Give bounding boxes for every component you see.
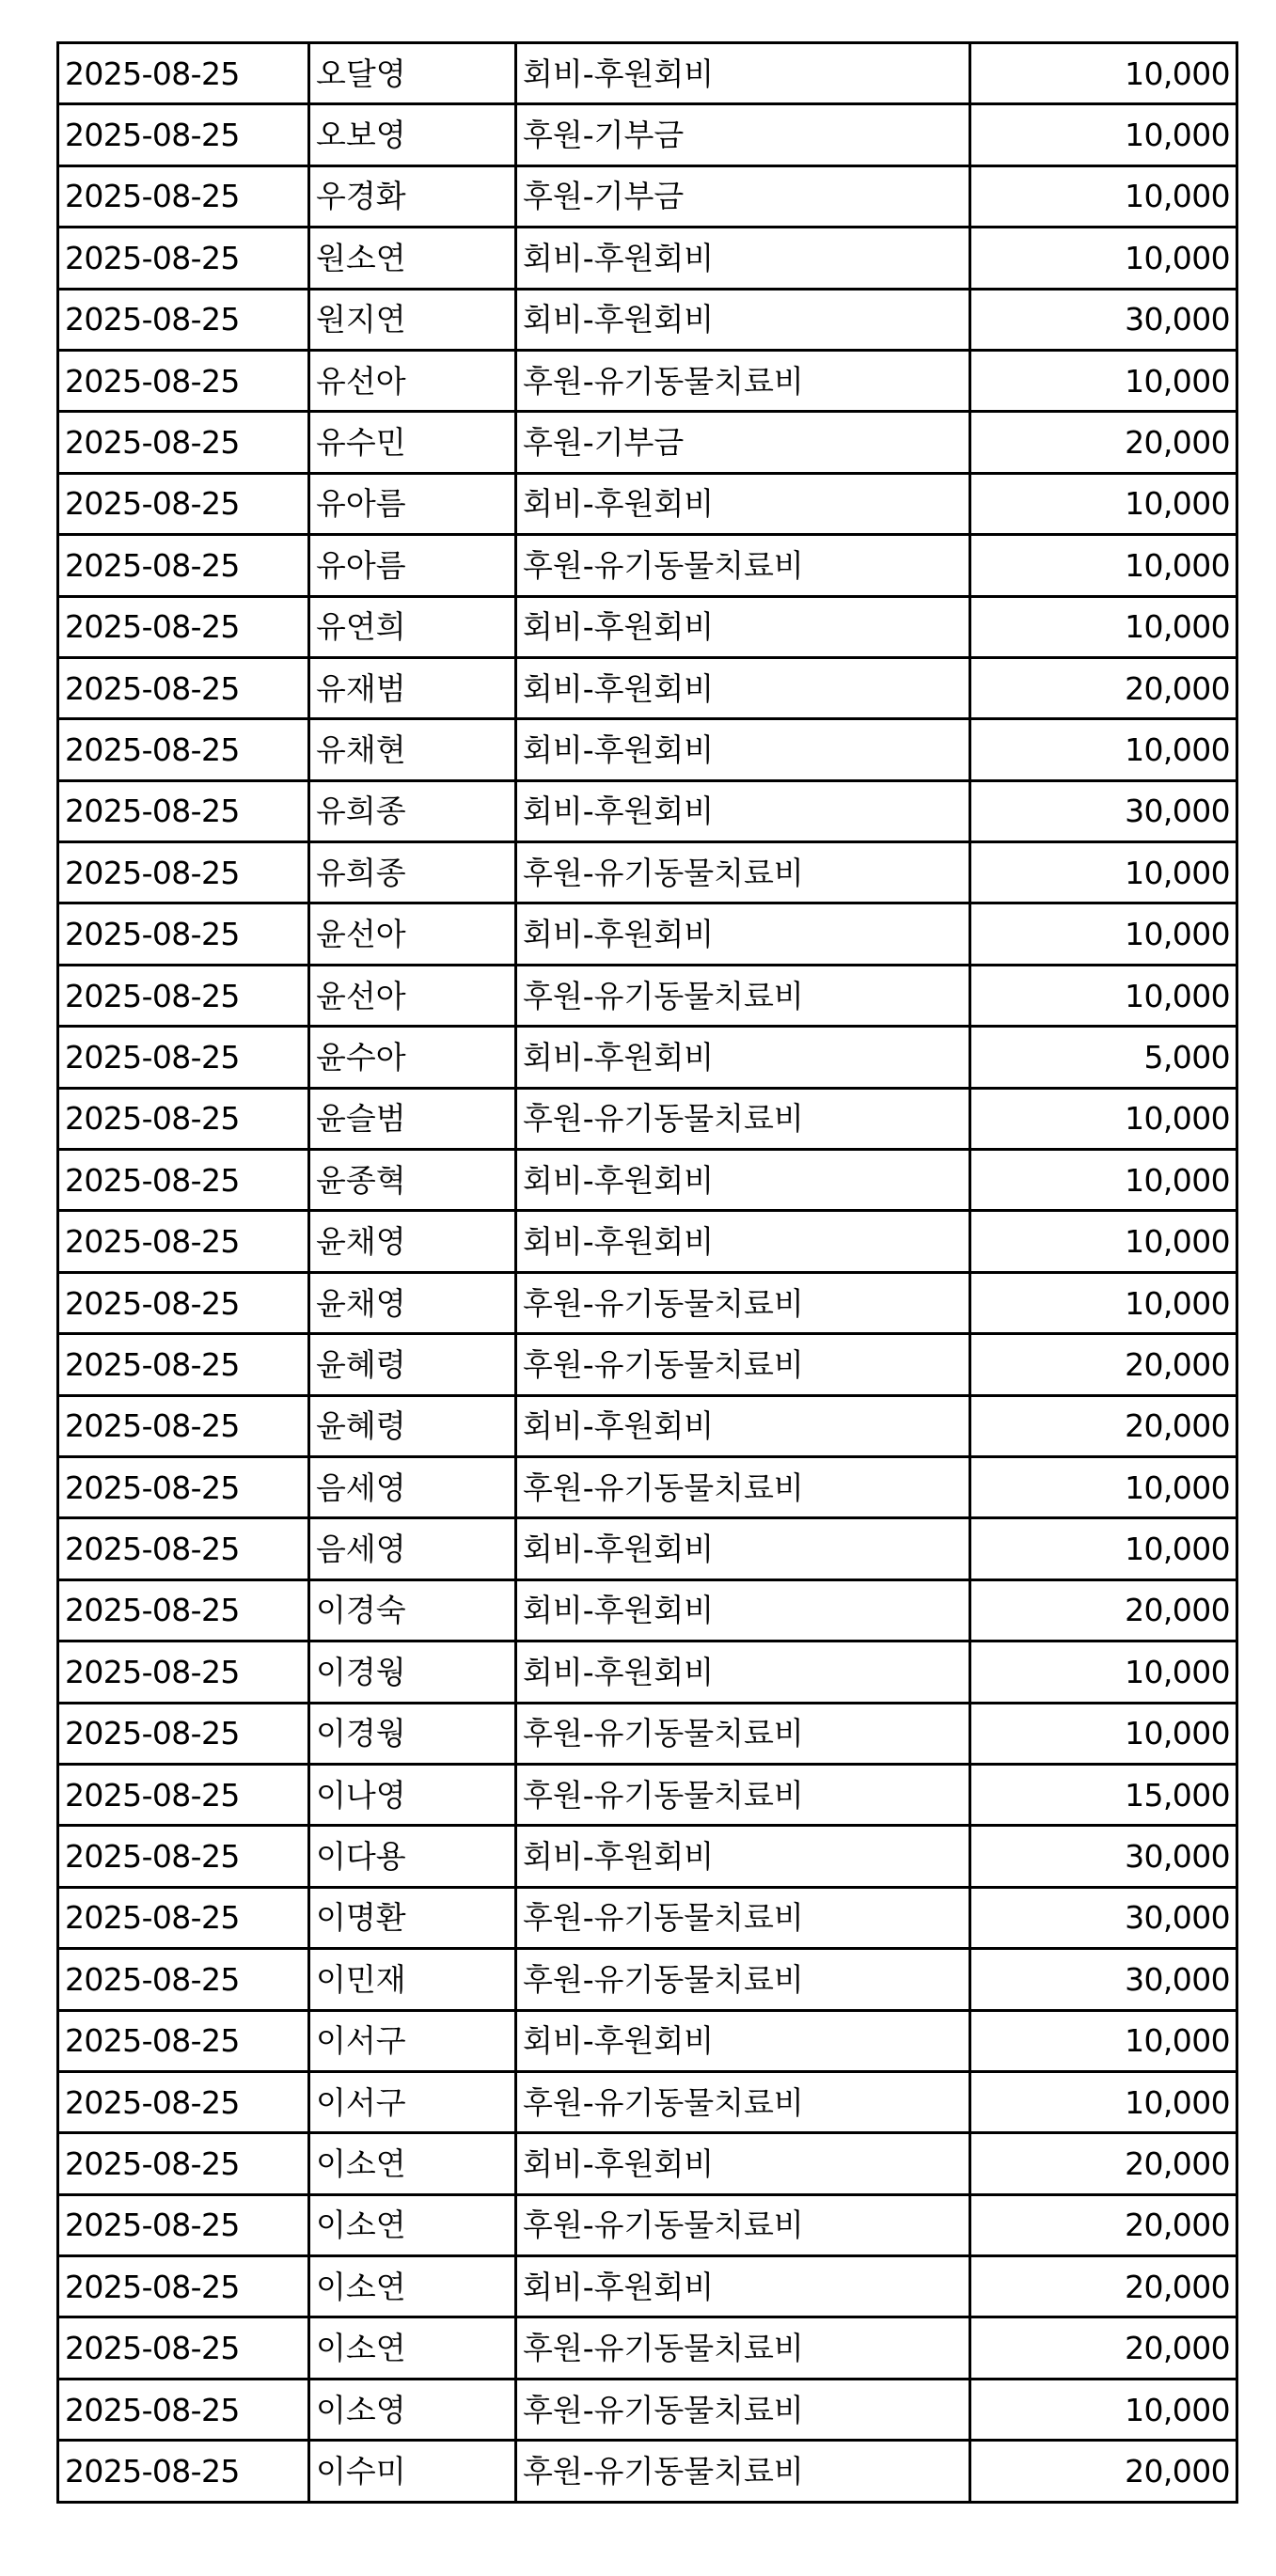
date-cell: 2025-08-25 (58, 289, 309, 350)
category-cell: 회비-후원회비 (516, 596, 970, 657)
amount-cell: 10,000 (970, 842, 1237, 903)
date-cell: 2025-08-25 (58, 596, 309, 657)
category-cell: 후원-유기동물치료비 (516, 842, 970, 903)
amount-cell: 30,000 (970, 1826, 1237, 1887)
name-cell: 윤혜령 (309, 1334, 516, 1395)
table-row (58, 2071, 1237, 2132)
amount-cell: 10,000 (970, 719, 1237, 780)
name-cell: 이소연 (309, 2194, 516, 2255)
name-cell: 이소영 (309, 2379, 516, 2440)
amount-cell: 10,000 (970, 965, 1237, 1026)
amount-cell: 10,000 (970, 535, 1237, 596)
category-cell: 회비-후원회비 (516, 657, 970, 718)
amount-cell: 10,000 (970, 350, 1237, 411)
table-row (58, 1334, 1237, 1395)
date-cell: 2025-08-25 (58, 228, 309, 289)
category-cell: 후원-유기동물치료비 (516, 1949, 970, 2010)
category-cell: 후원-유기동물치료비 (516, 1334, 970, 1395)
amount-cell: 10,000 (970, 903, 1237, 965)
date-cell: 2025-08-25 (58, 2133, 309, 2194)
amount-cell: 30,000 (970, 1887, 1237, 1948)
table-row (58, 1211, 1237, 1272)
category-cell: 회비-후원회비 (516, 2256, 970, 2317)
table-row (58, 1764, 1237, 1825)
category-cell: 회비-후원회비 (516, 43, 970, 104)
name-cell: 유아름 (309, 473, 516, 534)
table-row (58, 2317, 1237, 2379)
name-cell: 이서구 (309, 2071, 516, 2132)
date-cell: 2025-08-25 (58, 903, 309, 965)
amount-cell: 10,000 (970, 2010, 1237, 2071)
name-cell: 이소연 (309, 2133, 516, 2194)
table-row (58, 1027, 1237, 1088)
name-cell: 윤채영 (309, 1272, 516, 1333)
name-cell: 이경웡 (309, 1703, 516, 1764)
amount-cell: 20,000 (970, 412, 1237, 473)
table-row (58, 1150, 1237, 1211)
category-cell: 회비-후원회비 (516, 289, 970, 350)
amount-cell: 10,000 (970, 1150, 1237, 1211)
category-cell: 후원-유기동물치료비 (516, 1088, 970, 1149)
date-cell: 2025-08-25 (58, 719, 309, 780)
table-row (58, 1456, 1237, 1517)
date-cell: 2025-08-25 (58, 842, 309, 903)
name-cell: 유선아 (309, 350, 516, 411)
table-row (58, 780, 1237, 841)
name-cell: 유희종 (309, 780, 516, 841)
name-cell: 유채현 (309, 719, 516, 780)
table-row (58, 596, 1237, 657)
table-row (58, 1518, 1237, 1579)
donation-ledger-table (56, 41, 1238, 2504)
table-row (58, 2441, 1237, 2502)
amount-cell: 20,000 (970, 2194, 1237, 2255)
date-cell: 2025-08-25 (58, 473, 309, 534)
name-cell: 이나영 (309, 1764, 516, 1825)
amount-cell: 20,000 (970, 2441, 1237, 2502)
name-cell: 윤혜령 (309, 1395, 516, 1456)
amount-cell: 30,000 (970, 780, 1237, 841)
date-cell: 2025-08-25 (58, 1456, 309, 1517)
category-cell: 회비-후원회비 (516, 1518, 970, 1579)
name-cell: 음세영 (309, 1456, 516, 1517)
table-row (58, 1641, 1237, 1703)
table-row (58, 2194, 1237, 2255)
amount-cell: 20,000 (970, 1334, 1237, 1395)
name-cell: 오달영 (309, 43, 516, 104)
date-cell: 2025-08-25 (58, 2379, 309, 2440)
amount-cell: 10,000 (970, 1088, 1237, 1149)
table-row (58, 1949, 1237, 2010)
date-cell: 2025-08-25 (58, 535, 309, 596)
amount-cell: 20,000 (970, 2317, 1237, 2379)
date-cell: 2025-08-25 (58, 1949, 309, 2010)
date-cell: 2025-08-25 (58, 1764, 309, 1825)
date-cell: 2025-08-25 (58, 1088, 309, 1149)
date-cell: 2025-08-25 (58, 2194, 309, 2255)
category-cell: 후원-유기동물치료비 (516, 1456, 970, 1517)
name-cell: 우경화 (309, 165, 516, 227)
table-row (58, 1395, 1237, 1456)
category-cell: 회비-후원회비 (516, 228, 970, 289)
amount-cell: 20,000 (970, 1579, 1237, 1641)
date-cell: 2025-08-25 (58, 2317, 309, 2379)
date-cell: 2025-08-25 (58, 2010, 309, 2071)
category-cell: 후원-유기동물치료비 (516, 1703, 970, 1764)
category-cell: 회비-후원회비 (516, 903, 970, 965)
name-cell: 이명환 (309, 1887, 516, 1948)
category-cell: 후원-유기동물치료비 (516, 965, 970, 1026)
category-cell: 회비-후원회비 (516, 1641, 970, 1703)
table-row (58, 104, 1237, 165)
amount-cell: 20,000 (970, 1395, 1237, 1456)
date-cell: 2025-08-25 (58, 1027, 309, 1088)
date-cell: 2025-08-25 (58, 1887, 309, 1948)
name-cell: 이소연 (309, 2317, 516, 2379)
date-cell: 2025-08-25 (58, 1579, 309, 1641)
name-cell: 유희종 (309, 842, 516, 903)
name-cell: 원지연 (309, 289, 516, 350)
date-cell: 2025-08-25 (58, 965, 309, 1026)
name-cell: 유수민 (309, 412, 516, 473)
category-cell: 회비-후원회비 (516, 1150, 970, 1211)
amount-cell: 10,000 (970, 43, 1237, 104)
amount-cell: 10,000 (970, 1703, 1237, 1764)
date-cell: 2025-08-25 (58, 2441, 309, 2502)
category-cell: 회비-후원회비 (516, 1027, 970, 1088)
date-cell: 2025-08-25 (58, 1334, 309, 1395)
table-row (58, 657, 1237, 718)
category-cell: 후원-유기동물치료비 (516, 2441, 970, 2502)
table-row (58, 473, 1237, 534)
category-cell: 회비-후원회비 (516, 719, 970, 780)
table-row (58, 43, 1237, 104)
table-row (58, 965, 1237, 1026)
table-row (58, 1826, 1237, 1887)
table-row (58, 2133, 1237, 2194)
name-cell: 윤선아 (309, 965, 516, 1026)
date-cell: 2025-08-25 (58, 165, 309, 227)
amount-cell: 10,000 (970, 2071, 1237, 2132)
name-cell: 원소연 (309, 228, 516, 289)
category-cell: 회비-후원회비 (516, 1211, 970, 1272)
table-row (58, 1887, 1237, 1948)
name-cell: 윤선아 (309, 903, 516, 965)
table-row (58, 719, 1237, 780)
date-cell: 2025-08-25 (58, 350, 309, 411)
amount-cell: 10,000 (970, 473, 1237, 534)
ledger-body (58, 43, 1237, 2503)
date-cell: 2025-08-25 (58, 657, 309, 718)
category-cell: 후원-기부금 (516, 104, 970, 165)
amount-cell: 20,000 (970, 2256, 1237, 2317)
category-cell: 회비-후원회비 (516, 473, 970, 534)
category-cell: 회비-후원회비 (516, 1826, 970, 1887)
category-cell: 후원-유기동물치료비 (516, 1764, 970, 1825)
category-cell: 후원-유기동물치료비 (516, 2071, 970, 2132)
table-row (58, 842, 1237, 903)
amount-cell: 10,000 (970, 228, 1237, 289)
name-cell: 윤종혁 (309, 1150, 516, 1211)
table-row (58, 1703, 1237, 1764)
name-cell: 오보영 (309, 104, 516, 165)
category-cell: 회비-후원회비 (516, 1395, 970, 1456)
table-row (58, 289, 1237, 350)
category-cell: 후원-기부금 (516, 165, 970, 227)
date-cell: 2025-08-25 (58, 2071, 309, 2132)
table-row (58, 2010, 1237, 2071)
amount-cell: 10,000 (970, 1272, 1237, 1333)
date-cell: 2025-08-25 (58, 2256, 309, 2317)
amount-cell: 10,000 (970, 1211, 1237, 1272)
amount-cell: 10,000 (970, 1641, 1237, 1703)
amount-cell: 10,000 (970, 104, 1237, 165)
date-cell: 2025-08-25 (58, 1703, 309, 1764)
table-row (58, 228, 1237, 289)
category-cell: 회비-후원회비 (516, 780, 970, 841)
name-cell: 유연희 (309, 596, 516, 657)
table-row (58, 2256, 1237, 2317)
date-cell: 2025-08-25 (58, 43, 309, 104)
amount-cell: 20,000 (970, 2133, 1237, 2194)
category-cell: 후원-기부금 (516, 412, 970, 473)
name-cell: 이경웡 (309, 1641, 516, 1703)
date-cell: 2025-08-25 (58, 1518, 309, 1579)
table-row (58, 903, 1237, 965)
name-cell: 윤슬범 (309, 1088, 516, 1149)
table-row (58, 2379, 1237, 2440)
date-cell: 2025-08-25 (58, 1641, 309, 1703)
category-cell: 후원-유기동물치료비 (516, 1272, 970, 1333)
category-cell: 후원-유기동물치료비 (516, 350, 970, 411)
category-cell: 회비-후원회비 (516, 2010, 970, 2071)
amount-cell: 10,000 (970, 2379, 1237, 2440)
amount-cell: 10,000 (970, 1518, 1237, 1579)
name-cell: 유아름 (309, 535, 516, 596)
name-cell: 이경숙 (309, 1579, 516, 1641)
category-cell: 후원-유기동물치료비 (516, 1887, 970, 1948)
name-cell: 이수미 (309, 2441, 516, 2502)
category-cell: 회비-후원회비 (516, 1579, 970, 1641)
amount-cell: 15,000 (970, 1764, 1237, 1825)
category-cell: 후원-유기동물치료비 (516, 2317, 970, 2379)
date-cell: 2025-08-25 (58, 1150, 309, 1211)
name-cell: 유재범 (309, 657, 516, 718)
date-cell: 2025-08-25 (58, 1211, 309, 1272)
table-row (58, 1579, 1237, 1641)
name-cell: 이다용 (309, 1826, 516, 1887)
category-cell: 후원-유기동물치료비 (516, 2379, 970, 2440)
date-cell: 2025-08-25 (58, 780, 309, 841)
date-cell: 2025-08-25 (58, 1272, 309, 1333)
table-row (58, 165, 1237, 227)
name-cell: 음세영 (309, 1518, 516, 1579)
amount-cell: 30,000 (970, 289, 1237, 350)
amount-cell: 20,000 (970, 657, 1237, 718)
table-row (58, 1088, 1237, 1149)
date-cell: 2025-08-25 (58, 104, 309, 165)
date-cell: 2025-08-25 (58, 1826, 309, 1887)
amount-cell: 5,000 (970, 1027, 1237, 1088)
amount-cell: 10,000 (970, 165, 1237, 227)
category-cell: 후원-유기동물치료비 (516, 535, 970, 596)
category-cell: 회비-후원회비 (516, 2133, 970, 2194)
name-cell: 이서구 (309, 2010, 516, 2071)
name-cell: 이소연 (309, 2256, 516, 2317)
name-cell: 윤채영 (309, 1211, 516, 1272)
table-row (58, 1272, 1237, 1333)
category-cell: 후원-유기동물치료비 (516, 2194, 970, 2255)
amount-cell: 30,000 (970, 1949, 1237, 2010)
amount-cell: 10,000 (970, 1456, 1237, 1517)
name-cell: 윤수아 (309, 1027, 516, 1088)
table-row (58, 412, 1237, 473)
date-cell: 2025-08-25 (58, 412, 309, 473)
name-cell: 이민재 (309, 1949, 516, 2010)
table-row (58, 350, 1237, 411)
amount-cell: 10,000 (970, 596, 1237, 657)
table-row (58, 535, 1237, 596)
date-cell: 2025-08-25 (58, 1395, 309, 1456)
